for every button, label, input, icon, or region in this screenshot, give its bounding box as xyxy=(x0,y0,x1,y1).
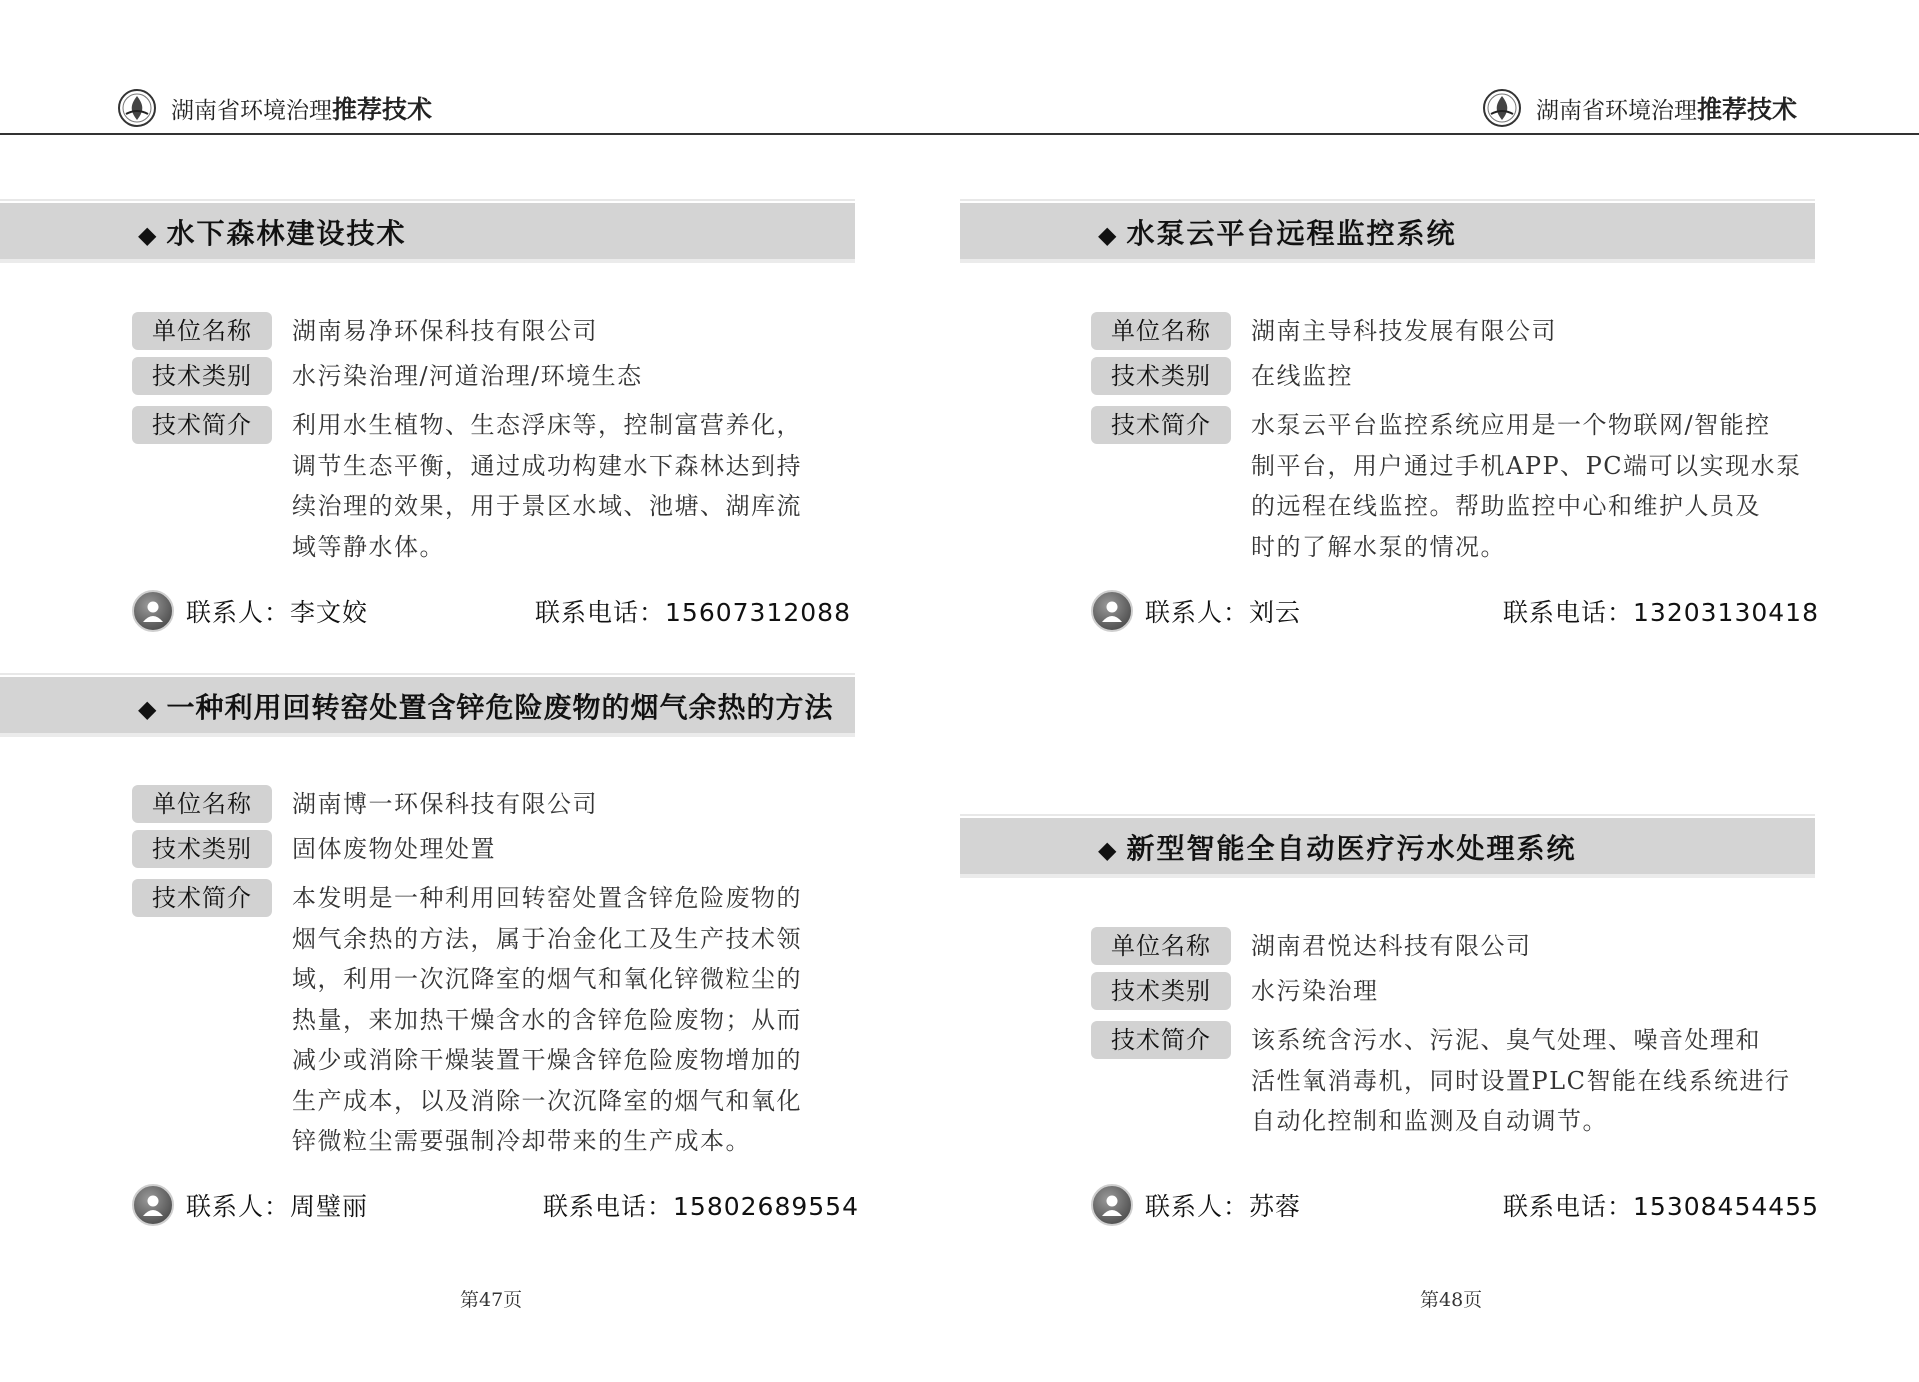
intro-value: 利用水生植物、生态浮床等，控制富营养化， 调节生态平衡，通过成功构建水下森林达到持 续治理的效果，用于景区水域、池塘、湖库流 域等静水体。 xyxy=(292,411,802,561)
phone-number: 15802689554 xyxy=(673,1192,859,1221)
person-icon xyxy=(132,1184,174,1226)
phone-label: 联系电话： xyxy=(535,598,666,627)
phone-icon xyxy=(1465,589,1491,633)
header-title: 湖南省环境治理推荐技术 xyxy=(1536,95,1798,124)
category-value: 水污染治理/河道治理/环境生态 xyxy=(292,362,643,390)
diamond-icon: ◆ xyxy=(1098,836,1117,864)
person-icon xyxy=(1091,1184,1133,1226)
section-title-bar xyxy=(0,203,855,263)
diamond-icon: ◆ xyxy=(138,221,157,249)
section-title-bar xyxy=(0,677,855,737)
intro-label: 技术简介 xyxy=(132,879,272,917)
category-label: 技术类别 xyxy=(132,830,272,868)
category-value: 在线监控 xyxy=(1251,362,1353,390)
intro-label: 技术简介 xyxy=(1091,406,1231,444)
unit-row xyxy=(1091,312,1557,350)
intro-row xyxy=(1091,1021,1811,1142)
contact-person xyxy=(1091,589,1301,633)
intro-value: 该系统含污水、污泥、臭气处理、噪音处理和 活性氧消毒机，同时设置PLC智能在线系统进行 自动化控制和监测及自动调节。 xyxy=(1251,1026,1791,1135)
header-left xyxy=(117,85,432,131)
logo-icon xyxy=(1482,88,1522,128)
tech-section xyxy=(960,203,1819,643)
phone-number: 13203130418 xyxy=(1633,598,1819,627)
page-number-right: 第48页 xyxy=(1420,1289,1483,1311)
unit-label: 单位名称 xyxy=(132,785,272,823)
contact-name: 李文姣 xyxy=(290,598,369,627)
section-title-bar xyxy=(960,203,1815,263)
unit-row xyxy=(1091,927,1532,965)
category-label: 技术类别 xyxy=(1091,357,1231,395)
category-label: 技术类别 xyxy=(132,357,272,395)
contact-label: 联系人： xyxy=(1145,598,1250,627)
logo-icon xyxy=(117,88,157,128)
header-right xyxy=(1482,85,1797,131)
intro-value: 本发明是一种利用回转窑处置含锌危险废物的 烟气余热的方法，属于冶金化工及生产技术领 域，利用一次沉降室的烟气和氧化锌微粒尘的 热量，来加热干燥含水的含锌危险废物；从而 减少或消除干燥装置干燥含锌危险废物增加的 生产成本，以及消除一次沉降室的烟气和氧化 锌微粒尘需要强制冷却带来的生产成本。 xyxy=(292,884,802,1155)
category-value: 固体废物处理处置 xyxy=(292,835,496,863)
contact-label: 联系人： xyxy=(186,598,291,627)
contact-phone xyxy=(1465,1183,1819,1227)
category-row xyxy=(1091,972,1379,1010)
phone-number: 15308454455 xyxy=(1633,1192,1819,1221)
phone-icon xyxy=(497,589,523,633)
unit-row xyxy=(132,312,598,350)
contact-phone xyxy=(1465,589,1819,633)
intro-row xyxy=(1091,406,1811,567)
tech-section xyxy=(0,677,859,1237)
unit-label: 单位名称 xyxy=(132,312,272,350)
phone-label: 联系电话： xyxy=(1503,1192,1634,1221)
contact-name: 刘云 xyxy=(1249,598,1302,627)
category-row xyxy=(1091,357,1353,395)
contact-person xyxy=(132,1183,368,1227)
intro-label: 技术简介 xyxy=(1091,1021,1231,1059)
person-icon xyxy=(132,590,174,632)
intro-value: 水泵云平台监控系统应用是一个物联网/智能控 制平台，用户通过手机APP、PC端可以实现水泵 的远程在线监控。帮助监控中心和维护人员及 时的了解水泵的情况。 xyxy=(1251,411,1802,561)
contact-name: 周璧丽 xyxy=(290,1192,369,1221)
phone-label: 联系电话： xyxy=(543,1192,674,1221)
section-title: ◆ 一种利用回转窑处置含锌危险废物的烟气余热的方法 xyxy=(138,691,834,724)
contact-person xyxy=(1091,1183,1301,1227)
intro-label: 技术简介 xyxy=(132,406,272,444)
diamond-icon: ◆ xyxy=(1098,221,1117,249)
contact-phone xyxy=(497,589,851,633)
unit-label: 单位名称 xyxy=(1091,927,1231,965)
diamond-icon: ◆ xyxy=(138,695,157,723)
unit-value: 湖南易净环保科技有限公司 xyxy=(292,317,598,345)
section-title: ◆ 新型智能全自动医疗污水处理系统 xyxy=(1098,832,1577,865)
header-divider xyxy=(0,133,1919,135)
phone-icon xyxy=(505,1183,531,1227)
intro-row xyxy=(132,406,852,567)
category-row xyxy=(132,357,643,395)
category-label: 技术类别 xyxy=(1091,972,1231,1010)
section-title: ◆ 水下森林建设技术 xyxy=(138,217,407,250)
contact-label: 联系人： xyxy=(186,1192,291,1221)
section-title: ◆ 水泵云平台远程监控系统 xyxy=(1098,217,1457,250)
phone-number: 15607312088 xyxy=(665,598,851,627)
phone-icon xyxy=(1465,1183,1491,1227)
section-title-bar xyxy=(960,818,1815,878)
unit-label: 单位名称 xyxy=(1091,312,1231,350)
intro-row xyxy=(132,879,852,1162)
phone-label: 联系电话： xyxy=(1503,598,1634,627)
tech-section xyxy=(960,818,1819,1238)
page-number-left: 第47页 xyxy=(460,1289,523,1311)
contact-label: 联系人： xyxy=(1145,1192,1250,1221)
header-title: 湖南省环境治理推荐技术 xyxy=(171,95,433,124)
contact-person xyxy=(132,589,368,633)
contact-name: 苏蓉 xyxy=(1249,1192,1302,1221)
unit-value: 湖南君悦达科技有限公司 xyxy=(1251,932,1532,960)
unit-value: 湖南主导科技发展有限公司 xyxy=(1251,317,1557,345)
tech-section xyxy=(0,203,855,643)
contact-phone xyxy=(505,1183,859,1227)
unit-value: 湖南博一环保科技有限公司 xyxy=(292,790,598,818)
category-row xyxy=(132,830,496,868)
person-icon xyxy=(1091,590,1133,632)
category-value: 水污染治理 xyxy=(1251,977,1379,1005)
unit-row xyxy=(132,785,598,823)
